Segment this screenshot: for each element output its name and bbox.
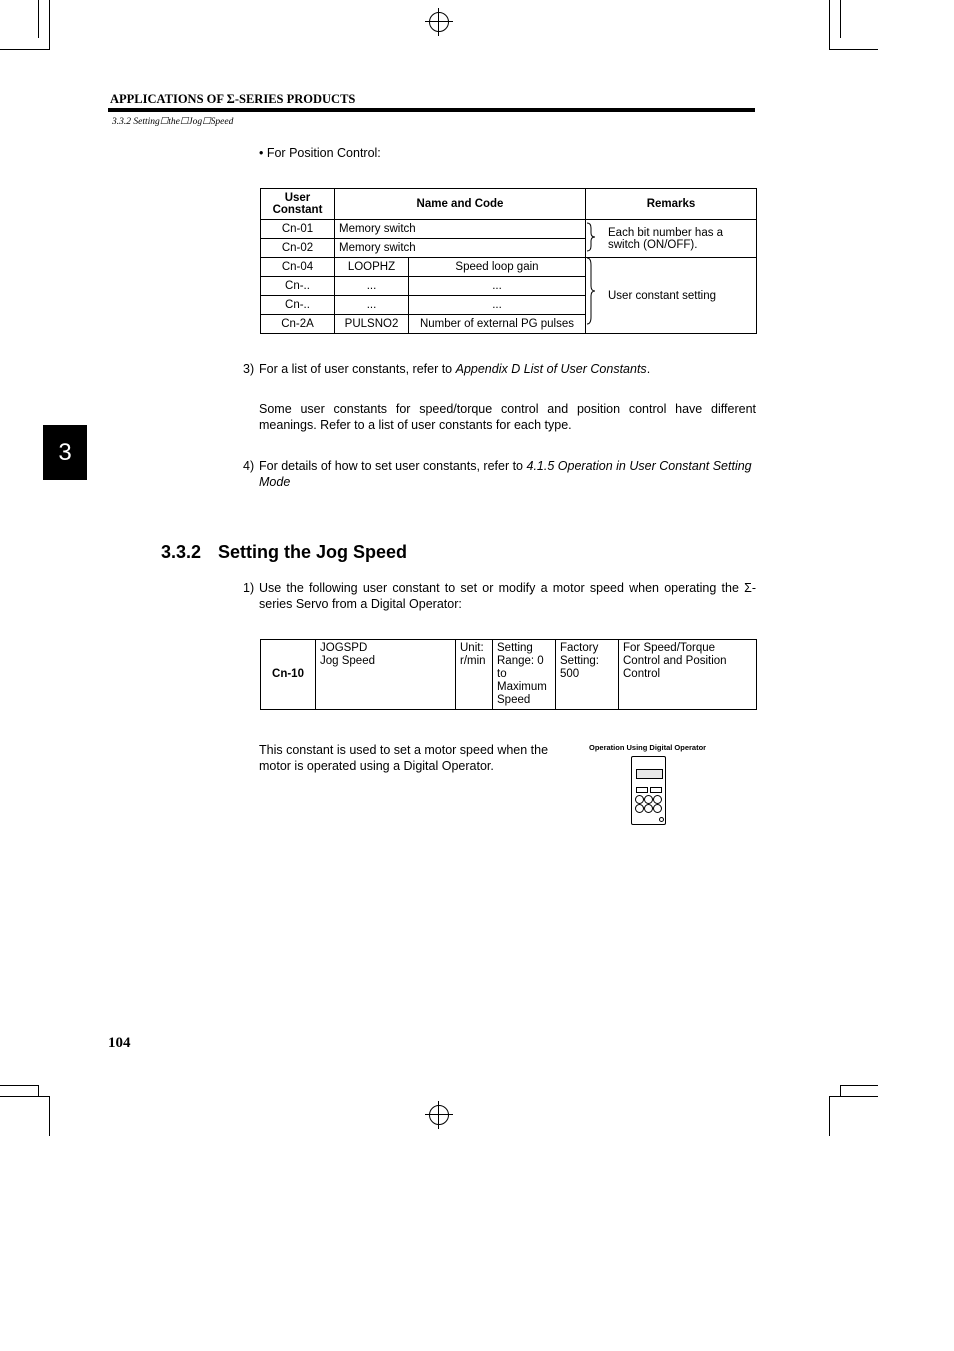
crop-mark (38, 0, 39, 38)
section-reference: 4.1.5 Operation in User Constant Setting Mode (259, 459, 752, 489)
digital-operator-icon (631, 756, 666, 825)
cell-desc: ... (409, 277, 586, 296)
key-icon (635, 804, 644, 813)
remark-text: User constant setting (608, 289, 717, 302)
cell-range: Setting Range: 0 to Maximum Speed (493, 640, 556, 710)
display-icon (636, 769, 663, 779)
page-number: 104 (108, 1035, 131, 1051)
key-icon (635, 795, 644, 804)
cell-code: Cn-.. (261, 296, 335, 315)
crop-mark (840, 0, 841, 38)
constant-description: This constant is used to set a motor speed when the motor is operated using a Digital Operator. (259, 743, 549, 773)
item-text: For a list of user constants, refer to (259, 362, 456, 376)
section-number: 3.3.2 (161, 542, 202, 562)
item-number: 1) (243, 581, 255, 595)
cell-code: Cn-10 (261, 640, 316, 710)
crop-mark (829, 1096, 878, 1097)
table-row (261, 258, 757, 277)
cell-desc: Speed loop gain (409, 258, 586, 277)
list-item (259, 458, 756, 490)
list-item (259, 361, 756, 377)
cell-code: Cn-02 (261, 239, 335, 258)
cell-desc: Number of external PG pulses (409, 315, 586, 334)
chapter-tab: 3 (43, 425, 87, 480)
header-name-and-code: Name and Code (335, 189, 586, 220)
crop-mark (0, 49, 50, 50)
key-icon (636, 787, 648, 793)
crop-mark (829, 1096, 830, 1136)
position-control-label: • For Position Control: (259, 146, 381, 160)
registration-mark (425, 8, 453, 36)
key-icon (653, 795, 662, 804)
item-number: 3) (243, 362, 255, 376)
crop-mark (49, 0, 50, 50)
cell-code: Cn-2A (261, 315, 335, 334)
key-icon (644, 795, 653, 804)
cell-unit: Unit: r/min (456, 640, 493, 710)
crop-mark (0, 1096, 50, 1097)
section-heading (161, 542, 407, 563)
registration-mark (425, 1101, 453, 1129)
cell-name: ... (335, 296, 409, 315)
crop-mark (0, 1085, 38, 1086)
section-title: Setting the Jog Speed (218, 542, 408, 562)
header-user-constant: User Constant (261, 189, 335, 220)
key-icon (659, 817, 664, 822)
list-item: Use the following user constant to set or modify a motor speed when operating the Σ-series Servo from a Digital Operator: (259, 581, 756, 611)
item-text: For details of how to set user constants, refer to (259, 459, 527, 473)
brace-icon (586, 257, 598, 325)
header-remarks: Remarks (586, 189, 757, 220)
crop-mark (829, 0, 830, 50)
cell-name: LOOPHZ (335, 258, 409, 277)
cell-code: Cn-01 (261, 220, 335, 239)
key-icon (653, 804, 662, 813)
cell-applies-to: For Speed/Torque Control and Position Control (619, 640, 757, 710)
cell-name: PULSNO2 (335, 315, 409, 334)
item-number: 4) (243, 459, 255, 473)
figure-caption: Operation Using Digital Operator (589, 743, 707, 752)
cell-name: Memory switch (335, 220, 586, 239)
appendix-reference: Appendix D List of User Constants (455, 362, 647, 376)
item-text: . (646, 362, 651, 376)
crop-mark (840, 1085, 878, 1086)
table-row (261, 220, 757, 239)
cell-name (316, 640, 456, 710)
remark-text: Each bit number has a switch (ON/OFF). (608, 226, 724, 251)
crop-mark (829, 49, 878, 50)
cell-name: ... (335, 277, 409, 296)
cell-code: Cn-04 (261, 258, 335, 277)
running-header: APPLICATIONS OF Σ-SERIES PRODUCTS (110, 92, 356, 106)
cell-factory-setting: Factory Setting: 500 (556, 640, 619, 710)
cell-name: Memory switch (335, 239, 586, 258)
remark-bit-switch (586, 220, 757, 258)
constant-name: Jog Speed (320, 655, 375, 667)
cell-code: Cn-.. (261, 277, 335, 296)
header-rule (108, 108, 755, 112)
cell-desc: ... (409, 296, 586, 315)
paragraph: Some user constants for speed/torque control and position control have different meanings. Refer to a list of user constants for each type. (259, 402, 756, 432)
key-icon (644, 804, 653, 813)
table-row (261, 640, 757, 710)
remark-user-constant-setting (586, 258, 757, 334)
brace-icon (586, 222, 598, 252)
user-constant-table (260, 188, 757, 334)
running-subheader: 3.3.2 Setting☐the☐Jog☐Speed (112, 117, 234, 127)
key-icon (650, 787, 662, 793)
constant-symbol: JOGSPD (320, 642, 368, 654)
crop-mark (49, 1096, 50, 1136)
jog-speed-constant-table (260, 639, 757, 710)
